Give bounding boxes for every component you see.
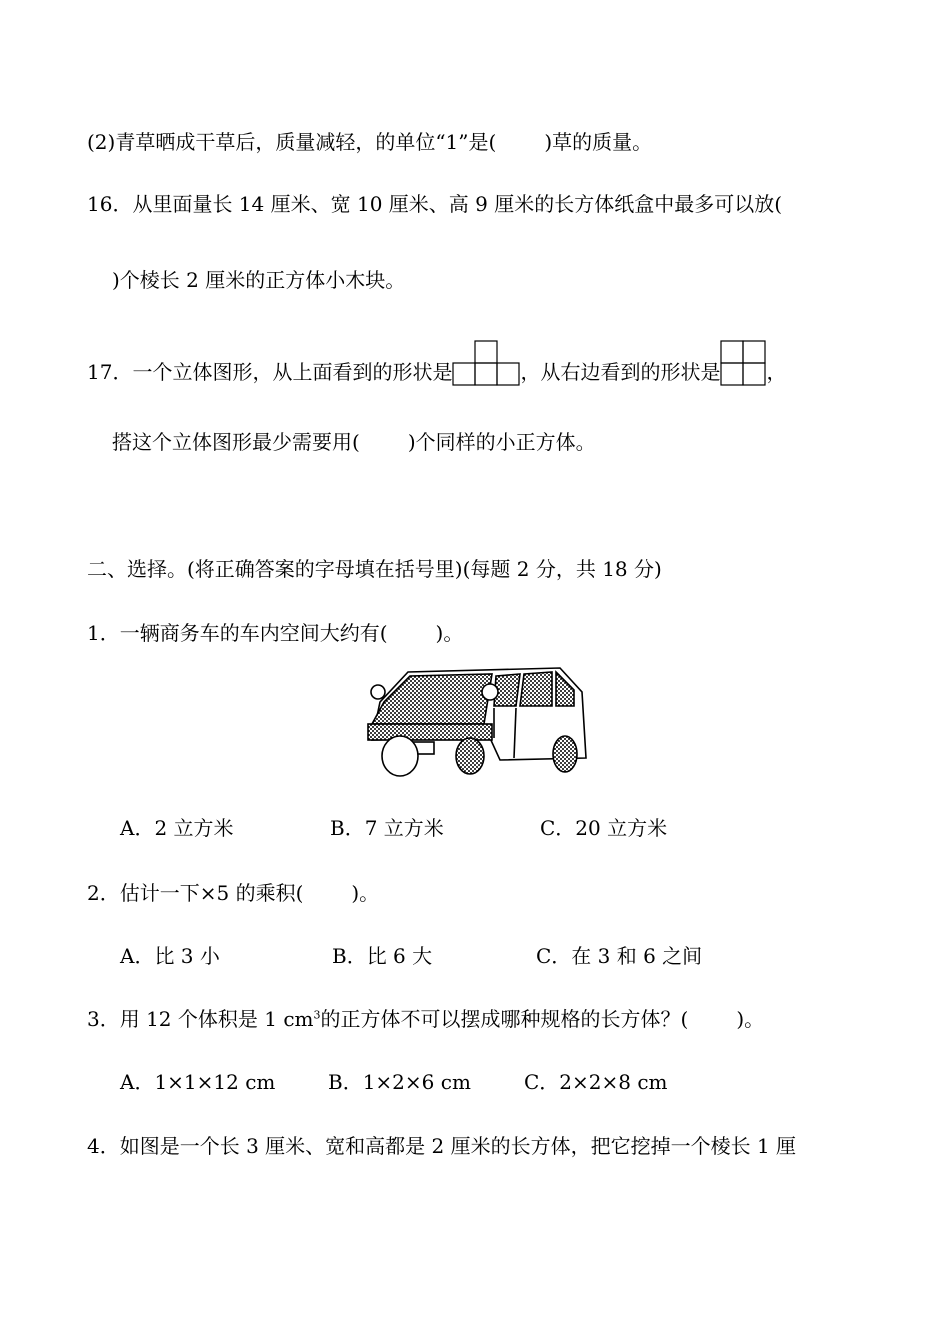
mc2-option-c[interactable]: C．在 3 和 6 之间 xyxy=(536,944,703,968)
mc3-superscript: 3 xyxy=(313,1008,321,1022)
top-view-figure xyxy=(452,340,520,386)
mc2-stem-a: 2．估计一下×5 的乘积( xyxy=(87,881,304,905)
q17-text-a: 17．一个立体图形，从上面看到的形状是 xyxy=(87,360,453,384)
mc2-option-a[interactable]: A．比 3 小 xyxy=(120,944,220,968)
right-view-figure xyxy=(720,340,766,386)
mc2-stem xyxy=(87,879,379,907)
q17-line2 xyxy=(112,428,596,456)
mc1-stem xyxy=(87,619,463,647)
mc3-option-c[interactable]: C．2×2×8 cm xyxy=(524,1070,668,1094)
mc1-option-c[interactable]: C．20 立方米 xyxy=(540,816,668,840)
q17-text-c: ， xyxy=(766,360,787,384)
mc2-stem-b: )。 xyxy=(351,881,380,905)
q17-line2-text-b: )个同样的小正方体。 xyxy=(407,430,596,454)
q17-line1 xyxy=(87,340,786,386)
mc3-option-a[interactable]: A．1×1×12 cm xyxy=(120,1070,276,1094)
mc1-stem-a: 1．一辆商务车的车内空间大约有( xyxy=(87,621,388,645)
mc4-stem: 4．如图是一个长 3 厘米、宽和高都是 2 厘米的长方体，把它挖掉一个棱长 1 厘 xyxy=(87,1134,797,1158)
q16-text-b: )个棱长 2 厘米的正方体小木块。 xyxy=(112,268,406,292)
mc3-stem xyxy=(87,1005,764,1033)
mc1-option-b[interactable]: B．7 立方米 xyxy=(330,816,444,840)
q15-2-text-a: (2)青草晒成干草后，质量减轻，的单位“1”是( xyxy=(87,130,497,154)
mc3-stem-c: )。 xyxy=(736,1007,765,1031)
q17-text-b: ，从右边看到的形状是 xyxy=(520,360,721,384)
section2-heading: 二、选择。(将正确答案的字母填在括号里)(每题 2 分，共 18 分) xyxy=(87,557,662,581)
q16-line2 xyxy=(112,266,405,294)
mc3-stem-a: 3．用 12 个体积是 1 cm xyxy=(87,1007,314,1031)
q17-line2-text-a: 搭这个立体图形最少需要用( xyxy=(112,430,360,454)
q16-line1: 16．从里面量长 14 厘米、宽 10 厘米、高 9 厘米的长方体纸盒中最多可以放( xyxy=(87,192,783,216)
mc3-option-b[interactable]: B．1×2×6 cm xyxy=(328,1070,471,1094)
mc3-stem-b: 的正方体不可以摆成哪种规格的长方体？( xyxy=(320,1007,689,1031)
mc1-stem-b: )。 xyxy=(435,621,464,645)
q15-2-line xyxy=(87,128,652,156)
mc1-option-a[interactable]: A．2 立方米 xyxy=(120,816,234,840)
q15-2-text-b: )草的质量。 xyxy=(544,130,653,154)
mc2-option-b[interactable]: B．比 6 大 xyxy=(332,944,433,968)
van-illustration xyxy=(360,662,610,782)
